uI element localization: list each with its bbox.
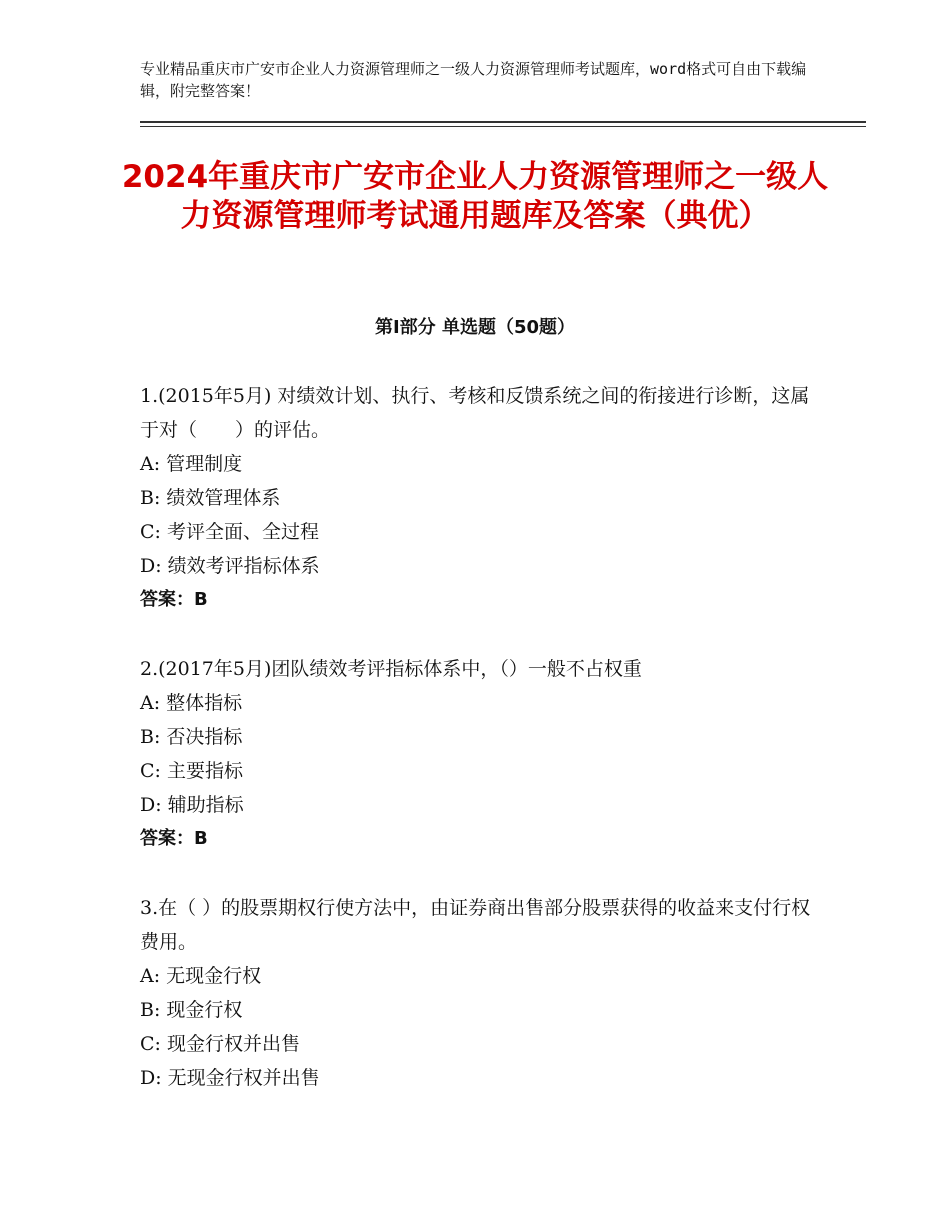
question-stem: 2.(2017年5月)团队绩效考评指标体系中，（）一般不占权重	[140, 658, 642, 680]
option-d: D: 辅助指标	[140, 794, 244, 816]
question-1	[140, 379, 820, 617]
option-a: A: 管理制度	[140, 453, 243, 475]
question-stem: 1.(2015年5月) 对绩效计划、执行、考核和反馈系统之间的衔接进行诊断，这属于对（ ）的评估。	[140, 385, 810, 441]
option-a: A: 整体指标	[140, 692, 243, 714]
option-c: C: 现金行权并出售	[140, 1033, 300, 1055]
header-divider-thin	[140, 126, 866, 127]
header-divider-thick	[140, 121, 866, 123]
document-title: 2024年重庆市广安市企业人力资源管理师之一级人力资源管理师考试通用题库及答案（典优）	[121, 159, 829, 234]
section-heading: 第Ⅰ部分 单选题（50题）	[374, 317, 575, 338]
option-d: D: 无现金行权并出售	[140, 1067, 320, 1089]
question-2	[140, 652, 820, 856]
option-c: C: 考评全面、全过程	[140, 521, 319, 543]
question-stem: 3.在（ ）的股票期权行使方法中，由证券商出售部分股票获得的收益来支付行权费用。	[140, 897, 811, 953]
option-b: B: 绩效管理体系	[140, 487, 281, 509]
option-b: B: 现金行权	[140, 999, 243, 1021]
question-3	[140, 891, 820, 1095]
answer-label: 答案：B	[140, 589, 208, 610]
header-note: 专业精品重庆市广安市企业人力资源管理师之一级人力资源管理师考试题库，word格式可自由下载编辑，附完整答案！	[140, 60, 807, 100]
option-b: B: 否决指标	[140, 726, 243, 748]
option-a: A: 无现金行权	[140, 965, 262, 987]
option-d: D: 绩效考评指标体系	[140, 555, 320, 577]
option-c: C: 主要指标	[140, 760, 243, 782]
answer-label: 答案：B	[140, 828, 208, 849]
